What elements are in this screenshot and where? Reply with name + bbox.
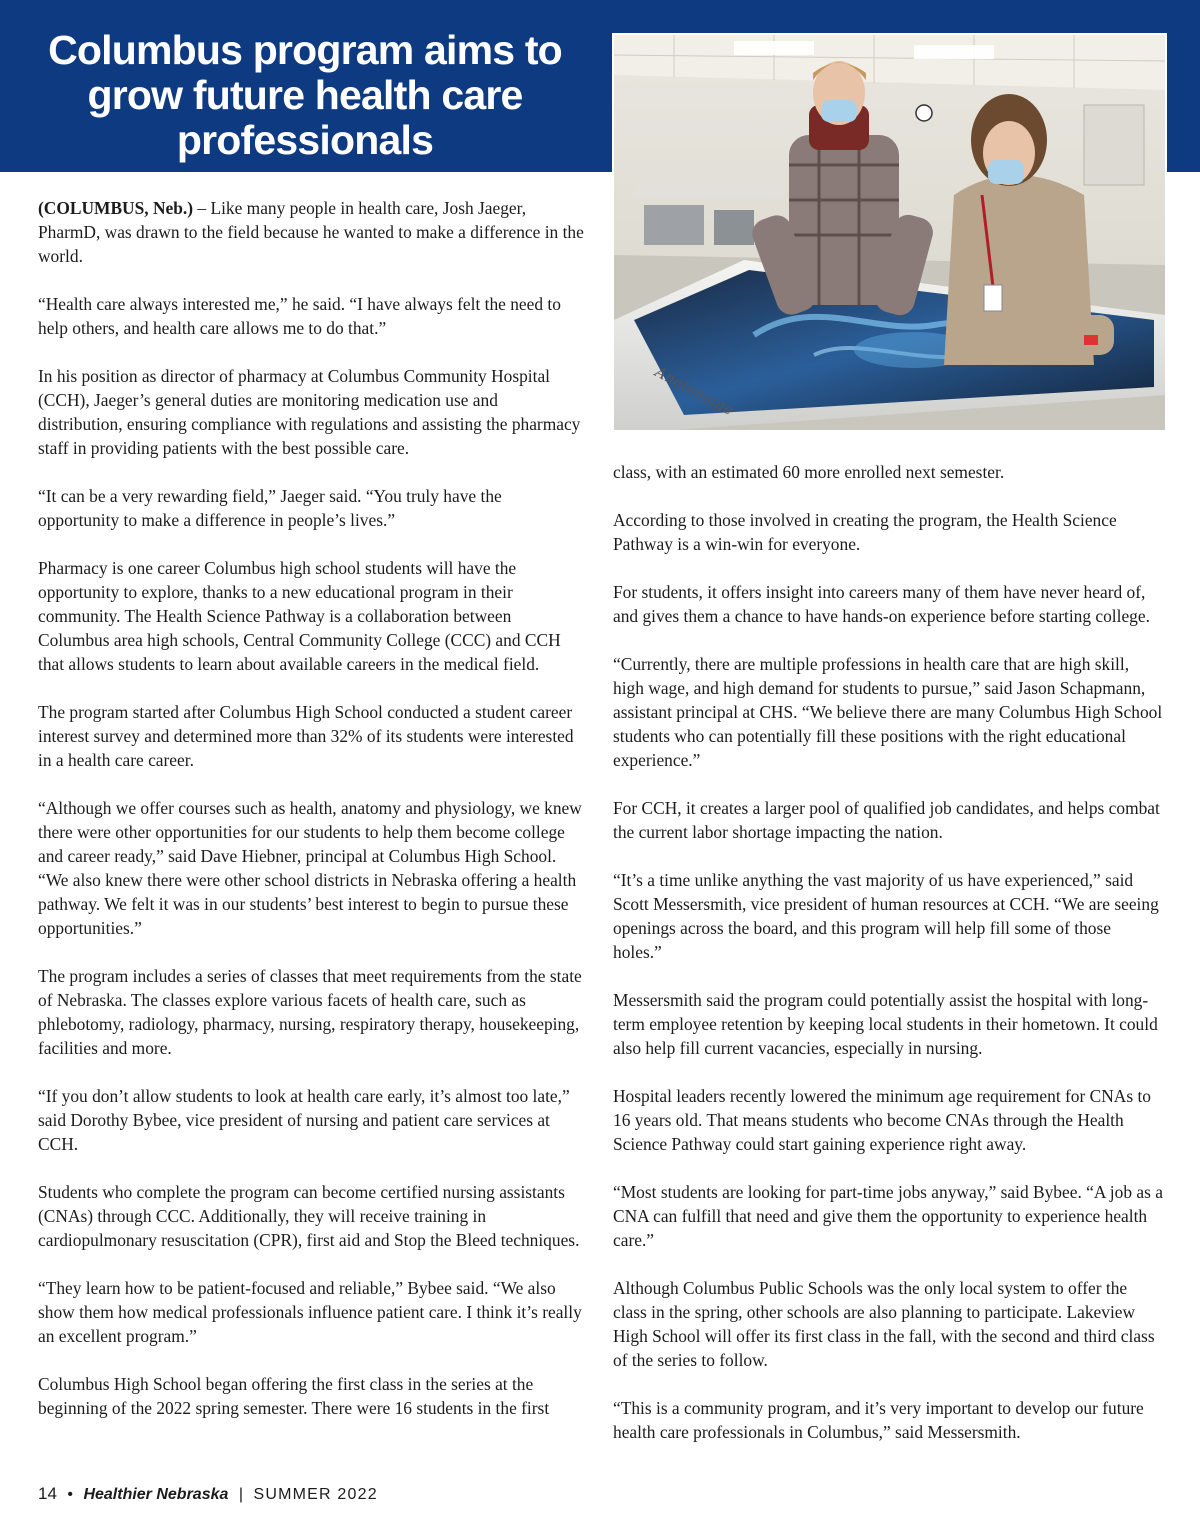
- paragraph: Pharmacy is one career Columbus high school students will have the opportunity to explore, thanks to a new educational program in their community. The Health Science Pathway is a collaboration between Columbus area high schools, Central Community College (CCC) and CCH that allows students to learn about available careers in the medical field.: [38, 558, 561, 674]
- footer-separator: |: [238, 1486, 244, 1503]
- paragraph-intro: [38, 196, 586, 268]
- paragraph: Columbus High School began offering the first class in the series at the beginning of the 2022 spring semester. There were 16 students in the first: [38, 1374, 550, 1418]
- footer-bullet: •: [67, 1486, 73, 1503]
- paragraph: Students who complete the program can become certified nursing assistants (CNAs) through CCC. Additionally, they will receive training in cardiopulmonary resuscitation (CPR), first aid and Stop the Bleed techniques.: [38, 1182, 580, 1250]
- paragraph: “This is a community program, and it’s very important to develop our future health care professionals in Columbus,” said Messersmith.: [613, 1398, 1144, 1442]
- paragraph: Although Columbus Public Schools was the only local system to offer the class in the spring, other schools are also planning to participate. Lakeview High School will offer its first class in the fall, with the second and third class of the series to follow.: [613, 1278, 1155, 1370]
- paragraph: “Although we offer courses such as health, anatomy and physiology, we knew there were other opportunities for our students to help them become college and career ready,” said Dave Hiebner, principal at Columbus High School. “We also knew there were other school districts in Nebraska offering a health pathway. We felt it was in our students’ best interest to begin to pursue these opportunities.”: [38, 798, 582, 938]
- article-photo: [612, 33, 1167, 432]
- paragraph: “They learn how to be patient-focused and reliable,” Bybee said. “We also show them how medical professionals influence patient care. I think it’s really an excellent program.”: [38, 1278, 582, 1346]
- intro-text: – Like many people in health care, Josh Jaeger, PharmD, was drawn to the field because he wanted to make a difference in the world.: [38, 198, 584, 266]
- anatomage-label: Anatomage: [652, 362, 737, 419]
- paragraph: In his position as director of pharmacy at Columbus Community Hospital (CCH), Jaeger’s general duties are monitoring medication use and distribution, ensuring compliance with regulations and assisting the pharmacy staff in providing patients with the best possible care.: [38, 366, 581, 458]
- paragraph: class, with an estimated 60 more enrolled next semester.: [613, 462, 1005, 482]
- article-headline: Columbus program aims to grow future health care professionals: [48, 27, 562, 163]
- issue-date: SUMMER 2022: [253, 1486, 378, 1503]
- paragraph: “It can be a very rewarding field,” Jaeger said. “You truly have the opportunity to make a difference in people’s lives.”: [38, 486, 502, 530]
- dateline: (COLUMBUS, Neb.): [38, 198, 194, 218]
- article-column-right: [613, 460, 1163, 1444]
- paragraph: “Currently, there are multiple professions in health care that are high skill, high wage, and high demand for students to pursue,” said Jason Schapmann, assistant principal at CHS. “We believe there are many Columbus High School students who can potentially fill these positions with the right educational experience.”: [613, 654, 1163, 770]
- paragraph: The program started after Columbus High School conducted a student career interest survey and determined more than 32% of its students were interested in a health care career.: [38, 702, 574, 770]
- paragraph: “If you don’t allow students to look at health care early, it’s almost too late,” said Dorothy Bybee, vice president of nursing and patient care services at CCH.: [38, 1086, 570, 1154]
- chair: [644, 205, 704, 245]
- paragraph: Hospital leaders recently lowered the minimum age requirement for CNAs to 16 years old. That means students who become CNAs through the Health Science Pathway could start gaining experience right away.: [613, 1086, 1151, 1154]
- paragraph: For students, it offers insight into careers many of them have never heard of, and gives them a chance to have hands-on experience before starting college.: [613, 582, 1150, 626]
- classroom-photo-illustration: [614, 35, 1165, 430]
- paragraph: The program includes a series of classes that meet requirements from the state of Nebraska. The classes explore various facets of health care, such as phlebotomy, radiology, pharmacy, nursing, respiratory therapy, housekeeping, facilities and more.: [38, 966, 582, 1058]
- paragraph: “Most students are looking for part-time jobs anyway,” said Bybee. “A job as a CNA can fulfill that need and give them the opportunity to experience health care.”: [613, 1182, 1163, 1250]
- article-column-left: [38, 196, 586, 1420]
- paragraph: According to those involved in creating the program, the Health Science Pathway is a win-win for everyone.: [613, 510, 1117, 554]
- page-number: 14: [38, 1484, 57, 1503]
- wall-clock: [916, 105, 932, 121]
- paragraph: Messersmith said the program could potentially assist the hospital with long-term employee retention by keeping local students in their hometown. It could also help fill current vacancies, especially in nursing.: [613, 990, 1158, 1058]
- paragraph: For CCH, it creates a larger pool of qualified job candidates, and helps combat the current labor shortage impacting the nation.: [613, 798, 1160, 842]
- magazine-title: Healthier Nebraska: [83, 1486, 229, 1503]
- paragraph: “It’s a time unlike anything the vast majority of us have experienced,” said Scott Messersmith, vice president of human resources at CCH. “We are seeing openings across the board, and this program will help fill some of those holes.”: [613, 870, 1159, 962]
- paragraph: “Health care always interested me,” he said. “I have always felt the need to help others, and health care allows me to do that.”: [38, 294, 561, 338]
- page-footer: [38, 1484, 378, 1508]
